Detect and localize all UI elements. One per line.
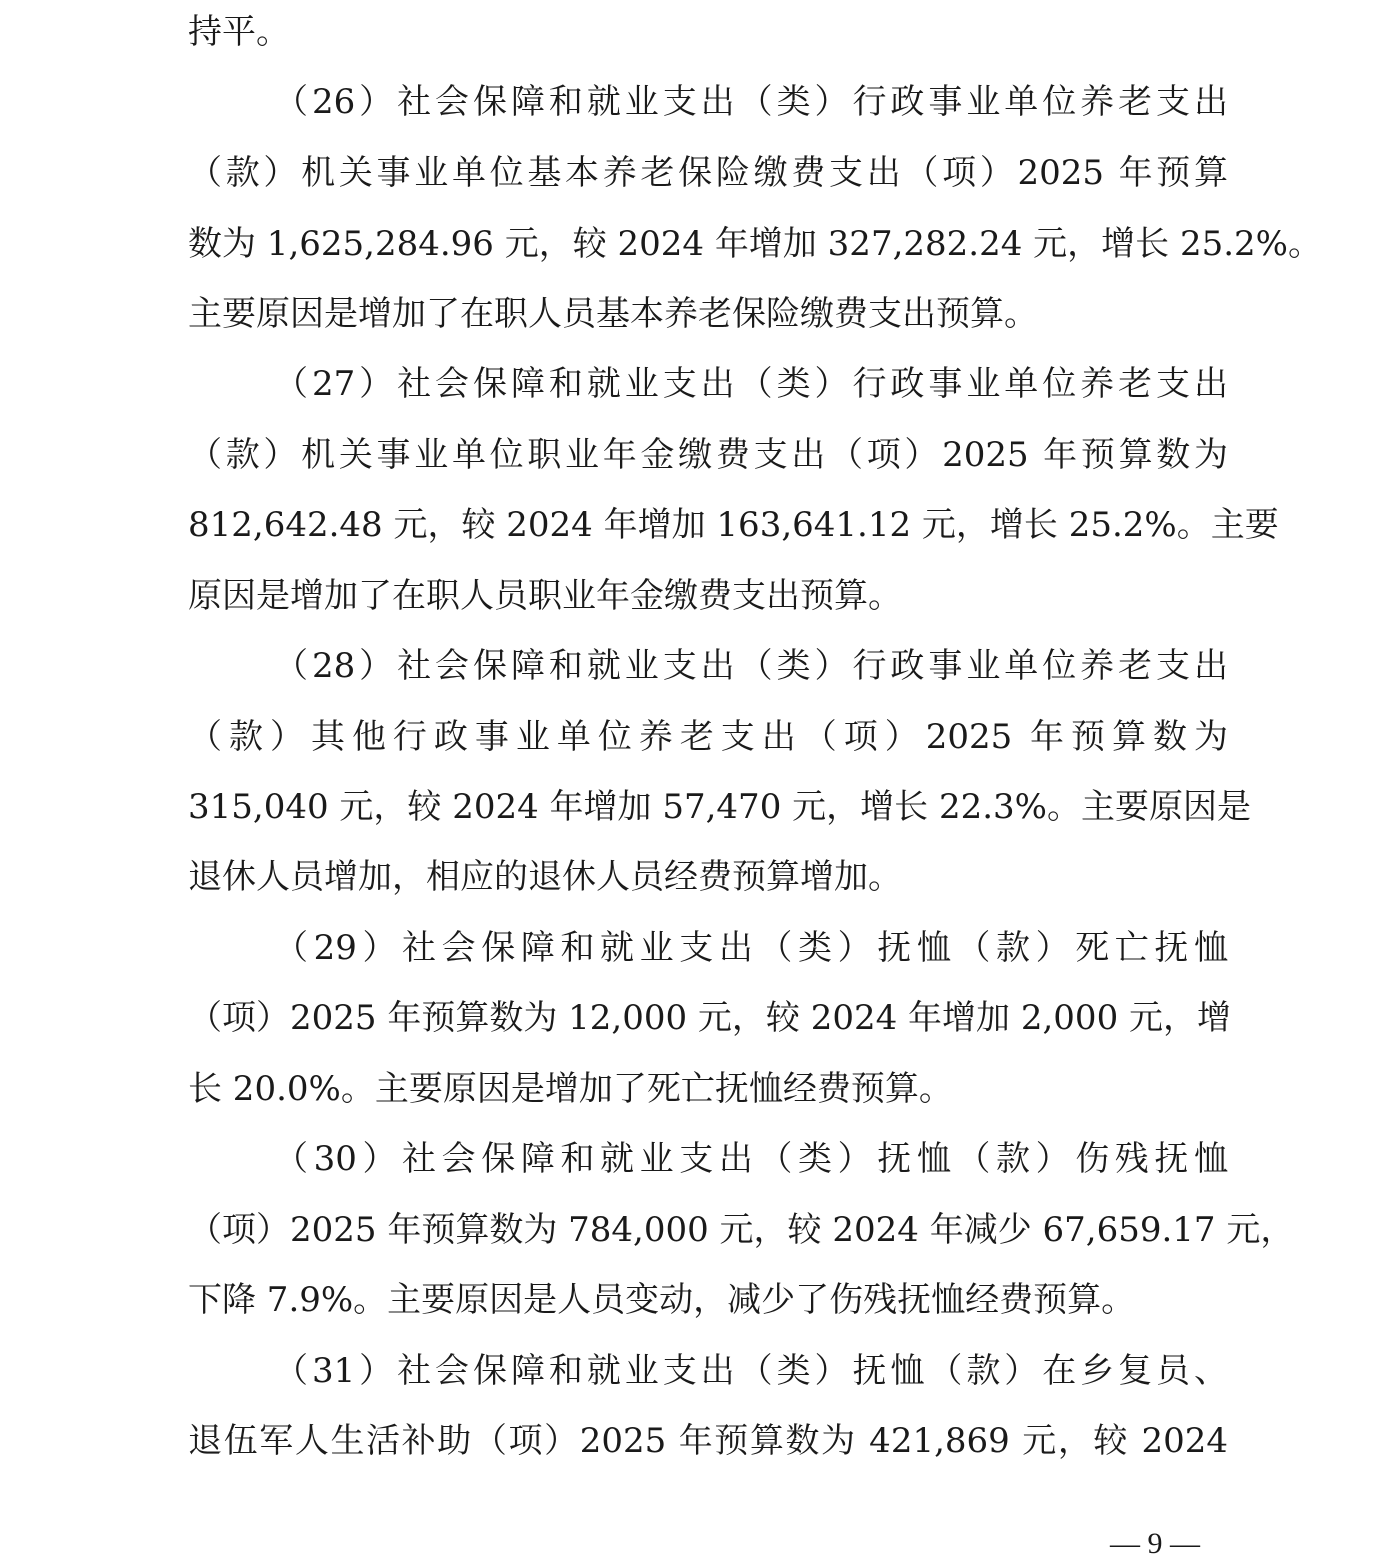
paragraph-29-heading: （29）社会保障和就业支出（类）抚恤（款）死亡抚恤	[274, 928, 1228, 968]
paragraph-28-heading: （28）社会保障和就业支出（类）行政事业单位养老支出	[274, 646, 1228, 686]
paragraph-31-heading: （31）社会保障和就业支出（类）抚恤（款）在乡复员、	[274, 1351, 1228, 1391]
text-line: （项）2025 年预算数为 784,000 元，较 2024 年减少 67,659.17 元，	[188, 1210, 1295, 1250]
text-line: 数为 1,625,284.96 元，较 2024 年增加 327,282.24 元，增长 25.2%。	[188, 224, 1322, 264]
document-page	[188, 0, 1322, 1554]
paragraph-30-heading: （30）社会保障和就业支出（类）抚恤（款）伤残抚恤	[274, 1139, 1228, 1179]
text-line: 原因是增加了在职人员职业年金缴费支出预算。	[188, 576, 902, 616]
text-line: （款）机关事业单位基本养老保险缴费支出（项）2025 年预算	[188, 153, 1228, 193]
text-line: 315,040 元，较 2024 年增加 57,470 元，增长 22.3%。主要原因是	[188, 787, 1251, 827]
text-line: （项）2025 年预算数为 12,000 元，较 2024 年增加 2,000 元，增	[188, 998, 1232, 1038]
text-line: 812,642.48 元，较 2024 年增加 163,641.12 元，增长 25.2%。主要	[188, 505, 1279, 545]
text-line: （款）其他行政事业单位养老支出（项）2025 年预算数为	[188, 717, 1228, 757]
page-number: — 9 —	[1110, 1527, 1200, 1560]
text-line: 退伍军人生活补助（项）2025 年预算数为 421,869 元，较 2024	[188, 1421, 1228, 1461]
paragraph-26-heading: （26）社会保障和就业支出（类）行政事业单位养老支出	[274, 82, 1228, 122]
text-line: 持平。	[188, 12, 290, 52]
text-line: 下降 7.9%。主要原因是人员变动，减少了伤残抚恤经费预算。	[188, 1280, 1136, 1320]
text-line: 长 20.0%。主要原因是增加了死亡抚恤经费预算。	[188, 1069, 953, 1109]
paragraph-27-heading: （27）社会保障和就业支出（类）行政事业单位养老支出	[274, 364, 1228, 404]
text-line: 主要原因是增加了在职人员基本养老保险缴费支出预算。	[188, 294, 1038, 334]
text-line: 退休人员增加，相应的退休人员经费预算增加。	[188, 857, 902, 897]
text-line: （款）机关事业单位职业年金缴费支出（项）2025 年预算数为	[188, 435, 1228, 475]
